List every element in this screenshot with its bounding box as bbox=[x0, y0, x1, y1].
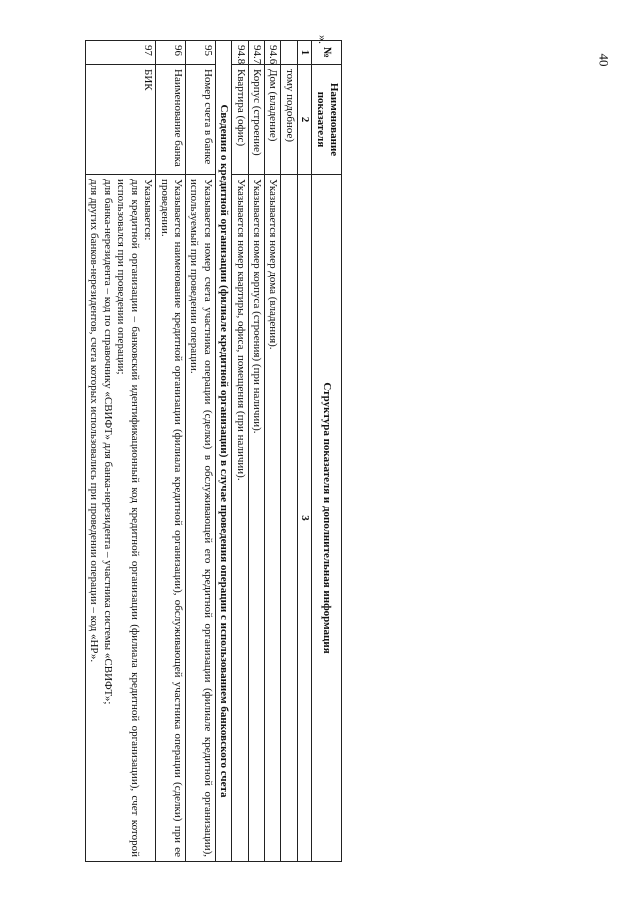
row-info bbox=[281, 175, 297, 862]
row-info: Указывается номер счета участника операции (сделки) в обслуживающей его кредитной организации (филиале кредитной организации), используемый при проведении операции. bbox=[185, 175, 215, 862]
column-index: 1 bbox=[297, 41, 311, 65]
row-number: 94.7 bbox=[248, 41, 264, 65]
row-number: 95 bbox=[185, 41, 215, 65]
column-index: 2 bbox=[297, 65, 311, 175]
row-number bbox=[281, 41, 297, 65]
section-title: Сведения о кредитной организации (филиале кредитной организации) в случае проведения операции с использованием банковского счета bbox=[215, 41, 231, 862]
row-name: Корпус (строение) bbox=[248, 65, 264, 175]
table-row bbox=[281, 41, 297, 862]
table-row bbox=[232, 41, 248, 862]
row-name: Квартира (офис) bbox=[232, 65, 248, 175]
table-row bbox=[264, 41, 280, 862]
table-row bbox=[248, 41, 264, 862]
table-row bbox=[156, 41, 186, 862]
row-info: Указывается номер корпуса (строения) (при наличии). bbox=[248, 175, 264, 862]
table-row bbox=[185, 41, 215, 862]
header-number: № bbox=[312, 41, 342, 65]
row-info: Указывается номер дома (владения). bbox=[264, 175, 280, 862]
indicator-table bbox=[85, 40, 342, 862]
table-row-bik bbox=[86, 41, 156, 862]
closing-quote-mark: ». bbox=[316, 35, 330, 44]
rotated-table-container bbox=[52, 40, 342, 862]
landscape-page bbox=[52, 40, 342, 862]
section-header-row bbox=[215, 41, 231, 862]
row-name: БИК bbox=[86, 65, 156, 175]
header-structure-info: Структура показателя и дополнительная информация bbox=[312, 175, 342, 862]
row-name: Наименование банка bbox=[156, 65, 186, 175]
bik-other-banks: для других банков-нерезидентов, счета которых использовались при проведении операции – код «НР». bbox=[88, 179, 101, 663]
row-name: Номер счета в банке bbox=[185, 65, 215, 175]
row-number: 97 bbox=[86, 41, 156, 65]
bik-credit-org: для кредитной организации – банковский идентификационный код кредитной организации (филиала кредитной организации), счет которой использовался при проведении операции; bbox=[115, 179, 141, 857]
bik-intro: Указывается: bbox=[142, 179, 155, 241]
row-number: 94.6 bbox=[264, 41, 280, 65]
header-indicator-name: Наименование показателя bbox=[312, 65, 342, 175]
table-header-row bbox=[312, 41, 342, 862]
column-index-row bbox=[297, 41, 311, 862]
row-info bbox=[86, 175, 156, 862]
row-name: тому подобное) bbox=[281, 65, 297, 175]
row-number: 96 bbox=[156, 41, 186, 65]
column-index: 3 bbox=[297, 175, 311, 862]
row-info: Указывается наименование кредитной организации (филиала кредитной организации), обслуживающей участника операции (сделки) при ее проведении. bbox=[156, 175, 186, 862]
row-info: Указывается номер квартиры, офиса, помещения (при наличии). bbox=[232, 175, 248, 862]
page-number: 40 bbox=[596, 53, 612, 67]
bik-swift: для банка-нерезидента – код по справочнику «СВИФТ» для банка-нерезидента – участника системы «СВИФТ»; bbox=[101, 179, 114, 705]
row-name: Дом (владение) bbox=[264, 65, 280, 175]
row-number: 94.8 bbox=[232, 41, 248, 65]
